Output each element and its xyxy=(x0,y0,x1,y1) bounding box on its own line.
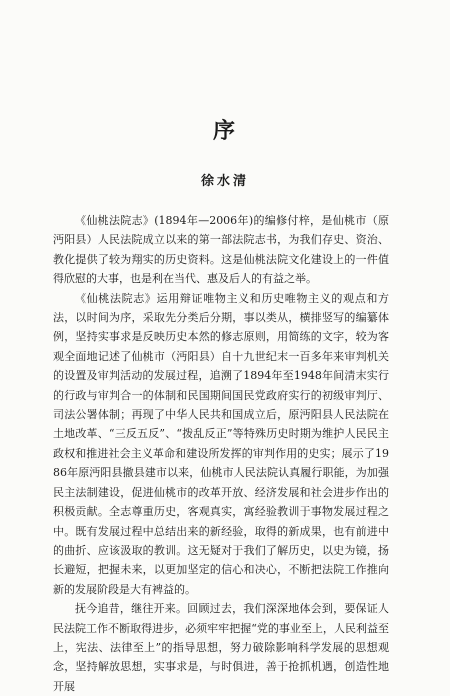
body-text xyxy=(53,211,389,696)
paragraph-3: 抚今追昔，继往开来。回顾过去，我们深深地体会到，要保证人民法院工作不断取得进步，必须牢牢把握“党的事业至上，人民利益至上，宪法、法律至上”的指导思想，努力破除影响科学发展的思想观念，坚持解放思想，实事求是，与时俱进，善于抢抓机遇，创造性地开展 xyxy=(53,602,389,693)
author-name: 徐水清 xyxy=(200,174,249,189)
page-title: 序 xyxy=(212,118,237,144)
paragraph-1: 《仙桃法院志》(1894年—2006年)的编修付梓，是仙桃市（原沔阳县）人民法院成立以来的第一部法院志书，为我们存史、资治、教化提供了较为翔实的历史资料。这是仙桃法院文化建设上的一件值得欣慰的大事，也是利在当代、惠及后人的有益之举。 xyxy=(53,214,389,286)
paragraph-2: 《仙桃法院志》运用辩证唯物主义和历史唯物主义的观点和方法，以时间为序，采取先分类后分期，事以类从，横排竖写的编纂体例，坚持实事求是反映历史本然的修志原则，用简练的文字，较为客观全面地记述了仙桃市（沔阳县）自十九世纪末一百多年来审判机关的设置及审判活动的发展过程，追溯了1894年至1948年间清末实行的行政与审判合一的体制和民国期间国民党政府实行的初级审判厅、司法公署体制；再现了中华人民共和国成立后，原沔阳县人民法院在土地改革、“三反五反”、“拨乱反正”等特殊历史时期为维护人民民主政权和推进社会主义革命和建设所发挥的审判作用的史实；展示了1986年原沔阳县撤县建市以来，仙桃市人民法院认真履行职能，为加强民主法制建设，促进仙桃市的改革开放、经济发展和社会进步作出的积极贡献。全志尊重历史，客观真实，寓经验教训于事物发展过程之中。既有发展过程中总结出来的新经验，取得的新成果，也有前进中的曲折、应该汲取的教训。这无疑对于我们了解历史，以史为镜，扬长避短，把握未来，以更加坚定的信心和决心，不断把法院工作推向新的发展阶段是大有裨益的。 xyxy=(53,291,389,596)
